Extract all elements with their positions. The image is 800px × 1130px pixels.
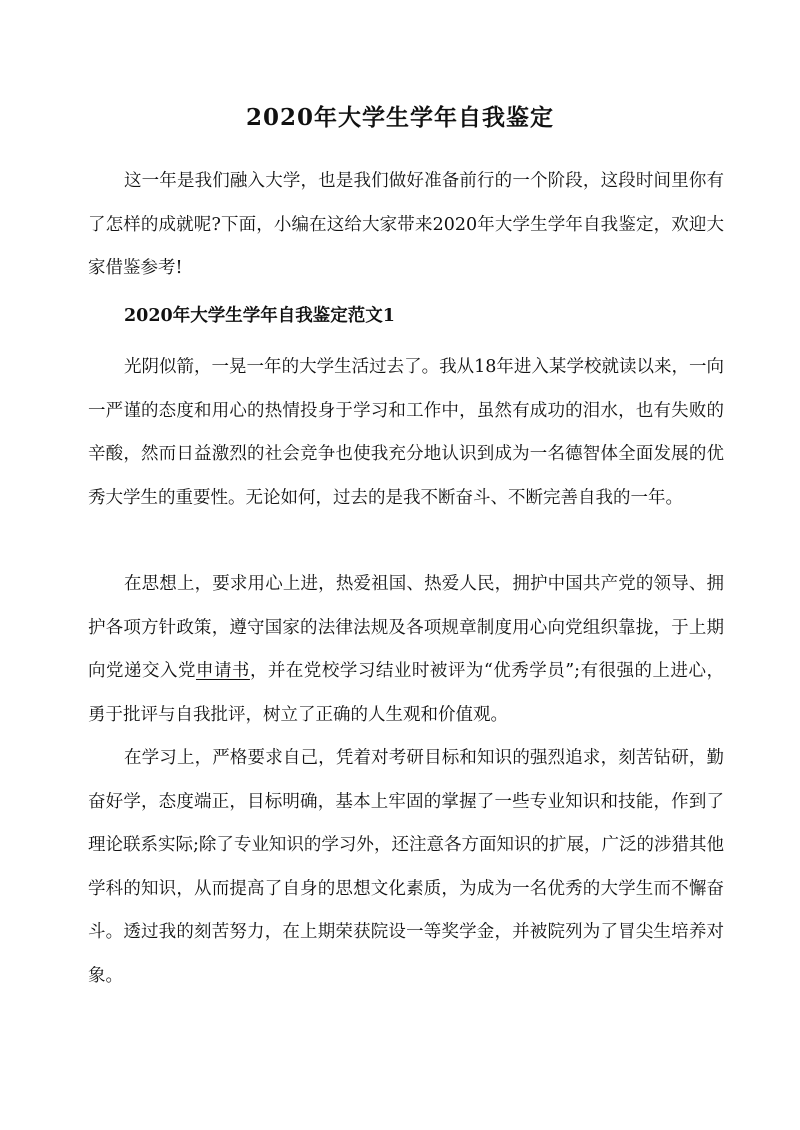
paragraph-2-text-end: ，并在党校学习结业时被评为“优秀学员”;有很强的上进心，勇于批评与自我批评，树立了正确的人生观和价值观。 xyxy=(88,661,725,725)
paragraph-2-text-start: 在思想上，要求用心上进，热爱祖国、热爱人民，拥护中国共产党的领导、拥护各项方针政策，遵守国家的法律法规及各项规章制度用心向党组织靠拢，于上期向党递交入党 xyxy=(88,574,724,681)
application-letter-link[interactable]: 申请书 xyxy=(195,661,250,681)
paragraph-1: 光阴似箭，一晃一年的大学生活过去了。我从18年进入某学校就读以来，一向一严谨的态度和用心的热情投身于学习和工作中，虽然有成功的泪水，也有失败的辛酸，然而日益激烈的社会竞争也使我充分地认识到成为一名德智体全面发展的优秀大学生的重要性。无论如何，过去的是我不断奋斗、不断完善自我的一年。 xyxy=(88,357,724,508)
document-title: 2020年大学生学年自我鉴定 xyxy=(245,104,554,131)
paragraph-3: 在学习上，严格要求自己，凭着对考研目标和知识的强烈追求，刻苦钻研，勤奋好学，态度端正，目标明确，基本上牢固的掌握了一些专业知识和技能，作到了理论联系实际;除了专业知识的学习外，还注意各方面知识的扩展，广泛的涉猎其他学科的知识，从而提高了自身的思想文化素质，为成为一名优秀的大学生而不懈奋斗。透过我的刻苦努力，在上期荣获院设一等奖学金，并被院列为了冒尖生培养对象。 xyxy=(88,748,724,986)
paragraph-2 xyxy=(88,563,724,737)
intro-paragraph: 这一年是我们融入大学，也是我们做好准备前行的一个阶段，这段时间里你有了怎样的成就呢?下面，小编在这给大家带来2020年大学生学年自我鉴定，欢迎大家借鉴参考! xyxy=(88,171,724,278)
section-heading: 2020年大学生学年自我鉴定范文1 xyxy=(124,306,395,326)
